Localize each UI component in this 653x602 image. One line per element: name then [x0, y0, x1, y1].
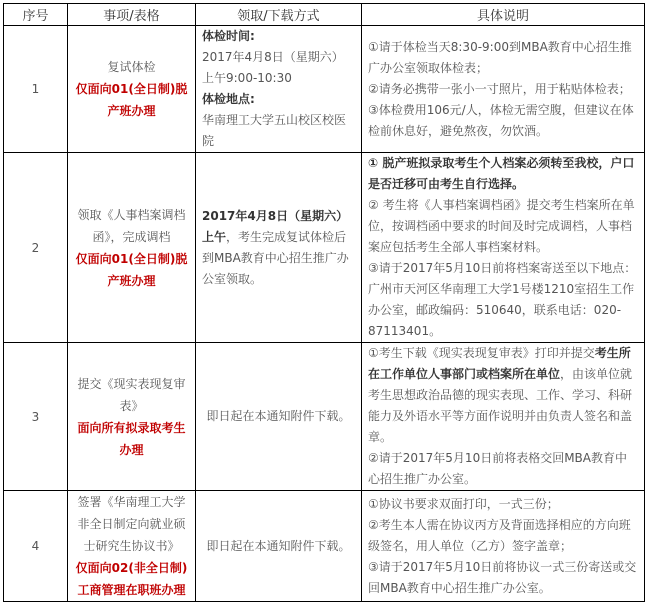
- row-number: 3: [4, 343, 68, 491]
- detail-item: ②请于2017年5月10日前将表格交回MBA教育中心招生推广办公室。: [368, 451, 627, 486]
- item-text: 领取《人事档案调档函》，完成调档: [77, 207, 186, 244]
- method-cell: [196, 26, 362, 153]
- row-number: 4: [4, 491, 68, 602]
- detail-item: ③请于2017年5月10日前将档案寄送至以下地点：广州市天河区华南理工大学1号楼1210室招生工作办公室，邮政编码：510640，联系电话：020-87113401。: [368, 261, 637, 338]
- exam-place-label: 体检地点:: [202, 92, 255, 106]
- header-method: 领取/下载方式: [196, 4, 362, 26]
- item-cell: [68, 26, 196, 153]
- table-header-row: [4, 4, 645, 26]
- method-text: 即日起在本通知附件下载。: [206, 409, 351, 423]
- header-item: 事项/表格: [68, 4, 196, 26]
- table-row: [4, 491, 645, 602]
- table-row: [4, 343, 645, 491]
- row-number: 2: [4, 153, 68, 343]
- detail-item: ③请于2017年5月10日前将协议一式三份寄送或交回MBA教育中心招生推广办公室。: [368, 559, 637, 595]
- enrollment-procedures-table: [3, 3, 645, 602]
- method-cell: [196, 491, 362, 602]
- details-cell: [362, 343, 645, 491]
- item-text: 签署《华南理工大学非全日制定向就业硕士研究生协议书》: [77, 495, 186, 553]
- details-cell: [362, 26, 645, 153]
- detail-item: ②请务必携带一张小一寸照片，用于粘贴体检表；: [368, 81, 631, 96]
- detail-item: [368, 343, 638, 448]
- exam-place-value: 华南理工大学五山校区校医院: [202, 113, 347, 148]
- details-cell: [362, 153, 645, 343]
- method-date: 2017年4月8日（星期六）上午: [202, 208, 349, 244]
- method-text: ，考生完成复试体检后到MBA教育中心招生推广办公室领取。: [202, 229, 349, 286]
- item-note: 仅面向01(全日制)脱产班办理: [75, 82, 188, 118]
- exam-time-value: 2017年4月8日（星期六）上午9:00-10:30: [202, 50, 344, 85]
- detail-item: ③体检费用106元/人，体检无需空腹，但建议在体检前休息好，避免熬夜，勿饮酒。: [368, 102, 634, 138]
- table-row: [4, 153, 645, 343]
- item-note: 面向所有拟录取考生办理: [77, 420, 186, 457]
- detail-item: ② 考生将《人事档案调档函》提交考生档案所在单位，按调档函中要求的时间及时完成调档，人事档案应包括考生全部人事档案材料。: [368, 198, 635, 254]
- method-cell: [196, 343, 362, 491]
- detail-item: ②考生本人需在协议丙方及背面选择相应的方向班级签名，用人单位（乙方）签字盖章；: [368, 517, 631, 553]
- exam-time-label: 体检时间:: [202, 29, 255, 43]
- detail-item: ①协议书要求双面打印，一式三份；: [368, 496, 559, 511]
- detail-text: ，由该单位就考生思想政治品德的现实表现、工作、学习、科研能力及外语水平等方面作说明并由负责人签名和盖章。: [368, 367, 633, 444]
- item-note: 仅面向02(非全日制)工商管理在职班办理: [75, 561, 188, 597]
- detail-item: ① 脱产班拟录取考生个人档案必须转至我校，户口是否迁移可由考生自行选择。: [368, 156, 635, 191]
- row-number: 1: [4, 26, 68, 153]
- method-cell: [196, 153, 362, 343]
- detail-bold-text: 考生所在工作单位人事部门或档案所在单位: [368, 346, 631, 381]
- item-text: 复试体检: [107, 60, 156, 74]
- details-cell: [362, 491, 645, 602]
- item-note: 仅面向01(全日制)脱产班办理: [75, 251, 188, 288]
- table-row: [4, 26, 645, 153]
- detail-text: ①考生下载《现实表现复审表》打印并提交: [368, 346, 595, 360]
- item-cell: [68, 343, 196, 491]
- item-cell: [68, 491, 196, 602]
- header-no: 序号: [4, 4, 68, 26]
- item-text: 提交《现实表现复审表》: [77, 376, 186, 413]
- item-cell: [68, 153, 196, 343]
- method-text: 即日起在本通知附件下载。: [206, 538, 351, 553]
- header-details: 具体说明: [362, 4, 645, 26]
- detail-item: ①请于体检当天8:30-9:00到MBA教育中心招生推广办公室领取体检表；: [368, 39, 632, 75]
